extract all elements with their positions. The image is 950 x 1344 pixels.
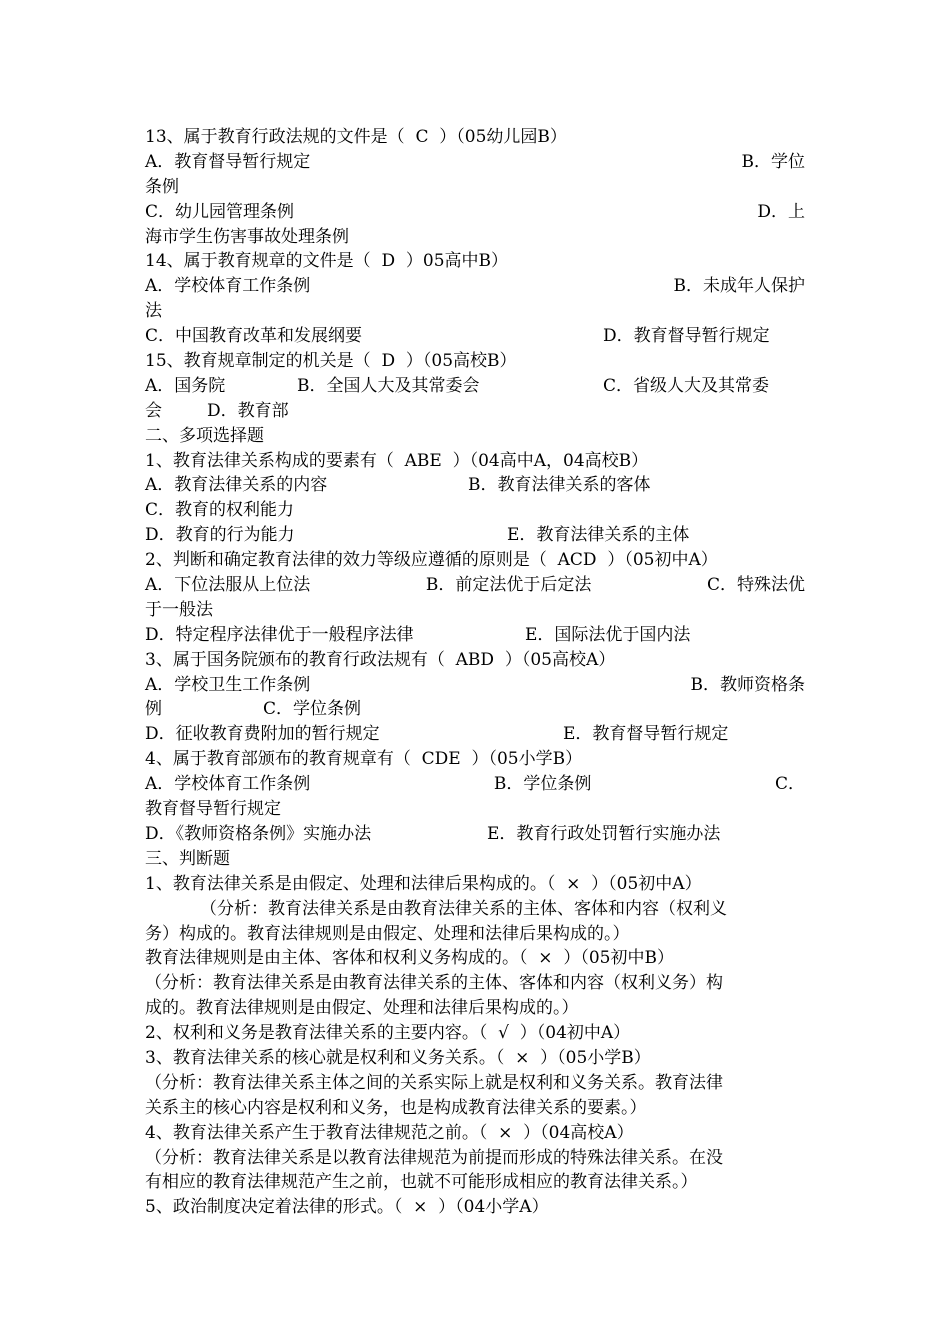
judgment-1b-stem: 教育法律规则是由主体、客体和权利义务构成的。（ × ）（05初中B）	[145, 948, 674, 969]
option-e: E．教育督导暂行规定	[563, 724, 729, 745]
multi-question-1-options-ab	[145, 473, 805, 498]
option-b-continued: 条例	[145, 176, 179, 197]
section-title-true-false: 三、判断题	[145, 848, 230, 869]
multi-question-1-stem: 1、教育法律关系构成的要素有（ ABE ）（04高中A，04高校B）	[145, 450, 649, 471]
judgment-3-stem: 3、教育法律关系的核心就是权利和义务关系。（ × ）（05小学B）	[145, 1047, 651, 1068]
question-13-options-cd	[145, 200, 805, 225]
multi-question-4-options-de	[145, 822, 805, 847]
option-c: C．学位条例	[263, 699, 362, 720]
judgment-5-stem: 5、政治制度决定着法律的形式。（ × ）（04小学A）	[145, 1197, 549, 1218]
multi-question-4-options-abc	[145, 772, 805, 797]
option-c-continued: 会	[145, 400, 162, 421]
question-15-options-abc	[145, 374, 805, 399]
question-14-options-ab	[145, 274, 805, 299]
option-b: B．未成年人保护	[673, 276, 805, 297]
question-15-options-cd	[145, 399, 805, 424]
option-b-continued: 例	[145, 699, 162, 720]
option-b: B．教育法律关系的客体	[468, 475, 651, 496]
judgment-1-analysis: （分析：教育法律关系是由教育法律关系的主体、客体和内容（权利义	[200, 898, 727, 919]
document-page	[145, 125, 805, 1220]
judgment-1b-analysis: （分析：教育法律关系是由教育法律关系的主体、客体和内容（权利义务）构	[145, 973, 723, 994]
multi-question-2-options-de	[145, 623, 805, 648]
option-a: A．下位法服从上位法	[145, 575, 311, 596]
option-a: A．国务院	[145, 375, 226, 396]
option-d: D．特定程序法律优于一般程序法律	[145, 624, 414, 645]
option-c: C．中国教育改革和发展纲要	[145, 326, 363, 347]
option-c-continued: 于一般法	[145, 599, 213, 620]
multi-question-1-options-de	[145, 523, 805, 548]
option-d: D．征收教育费附加的暂行规定	[145, 724, 380, 745]
option-a: A．教育法律关系的内容	[145, 475, 328, 496]
multi-question-3-stem: 3、属于国务院颁布的教育行政法规有（ ABD ）（05高校A）	[145, 649, 616, 670]
option-b: B．全国人大及其常委会	[297, 375, 480, 396]
option-b: B．教师资格条	[690, 674, 805, 695]
option-a: A．学校体育工作条例	[145, 276, 311, 297]
option-c: C．	[774, 774, 805, 795]
option-c: C．省级人大及其常委	[603, 375, 770, 396]
section-title-multiple-choice: 二、多项选择题	[145, 425, 264, 446]
multi-question-2-options-abc	[145, 573, 805, 598]
option-c: C．特殊法优	[706, 575, 805, 596]
judgment-4-analysis-continued: 有相应的教育法律规范产生之前，也就不可能形成相应的教育法律关系。）	[145, 1172, 698, 1193]
option-a: A．学校体育工作条例	[145, 774, 311, 795]
question-14-stem: 14、属于教育规章的文件是（ D ）05高中B）	[145, 251, 509, 272]
judgment-3-analysis: （分析：教育法律关系主体之间的关系实际上就是权利和义务关系。教育法律	[145, 1072, 723, 1093]
option-c: C．幼儿园管理条例	[145, 201, 295, 222]
option-b: B．前定法优于后定法	[425, 575, 592, 596]
option-b: B．学位	[741, 151, 805, 172]
option-c-continued: 教育督导暂行规定	[145, 799, 281, 820]
judgment-1-stem: 1、教育法律关系是由假定、处理和法律后果构成的。（ × ）（05初中A）	[145, 873, 702, 894]
question-13-options-ab	[145, 150, 805, 175]
multi-question-4-stem: 4、属于教育部颁布的教育规章有（ CDE ）（05小学B）	[145, 749, 583, 770]
judgment-1b-analysis-continued: 成的。教育法律规则是由假定、处理和法律后果构成的。）	[145, 998, 579, 1019]
judgment-4-analysis: （分析：教育法律关系是以教育法律规范为前提而形成的特殊法律关系。在没	[145, 1147, 723, 1168]
option-b: B．学位条例	[493, 774, 592, 795]
question-14-options-cd	[145, 324, 805, 349]
multi-question-2-stem: 2、判断和确定教育法律的效力等级应遵循的原则是（ ACD ）（05初中A）	[145, 550, 718, 571]
question-13-stem: 13、属于教育行政法规的文件是（ C ）（05幼儿园B）	[145, 127, 567, 147]
option-b-continued: 法	[145, 301, 162, 322]
judgment-2-stem: 2、权利和义务是教育法律关系的主要内容。（ √ ）（04初中A）	[145, 1023, 631, 1044]
question-15-stem: 15、教育规章制定的机关是（ D ）（05高校B）	[145, 351, 517, 372]
option-d-continued: 海市学生伤害事故处理条例	[145, 226, 349, 247]
option-e: E．国际法优于国内法	[525, 624, 691, 645]
judgment-4-stem: 4、教育法律关系产生于教育法律规范之前。（ × ）（04高校A）	[145, 1122, 634, 1143]
option-d: D．上	[757, 201, 805, 222]
option-a: A．教育督导暂行规定	[145, 151, 311, 172]
judgment-3-analysis-continued: 关系主的核心内容是权利和义务，也是构成教育法律关系的要素。）	[145, 1097, 647, 1118]
option-e: E．教育法律关系的主体	[507, 525, 690, 546]
multi-question-3-options-de	[145, 722, 805, 747]
option-d: D．《教师资格条例》实施办法	[145, 823, 372, 844]
multi-question-3-options-ab	[145, 673, 805, 698]
multi-question-3-options-bc	[145, 697, 805, 722]
option-d: D．教育的行为能力	[145, 525, 295, 546]
option-d: D．教育督导暂行规定	[603, 326, 770, 347]
option-d: D．教育部	[207, 400, 289, 421]
option-e: E．教育行政处罚暂行实施办法	[487, 823, 721, 844]
judgment-1-analysis-continued: 务）构成的。教育法律规则是由假定、处理和法律后果构成的。）	[145, 923, 630, 944]
option-a: A．学校卫生工作条例	[145, 674, 311, 695]
option-c: C．教育的权利能力	[145, 500, 295, 521]
